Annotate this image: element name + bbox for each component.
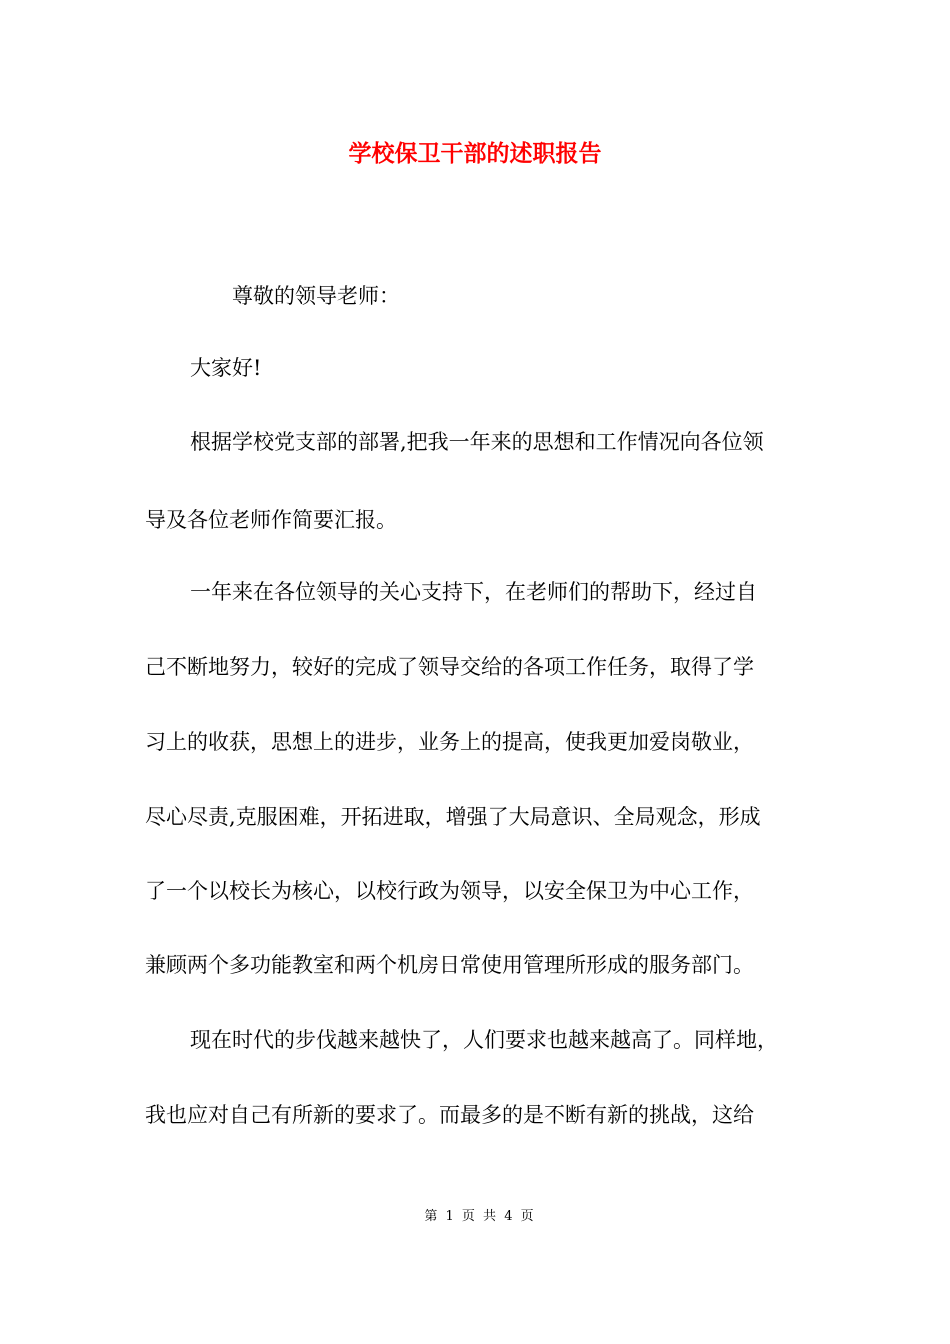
paragraph-line: 己不断地努力，较好的完成了领导交给的各项工作任务，取得了学 (145, 655, 754, 679)
paragraph-line: 我也应对自己有所新的要求了。而最多的是不断有新的挑战，这给 (145, 1103, 754, 1127)
paragraph-line: 尽心尽责,克服困难，开拓进取，增强了大局意识、全局观念，形成 (145, 805, 761, 829)
paragraph-line: 现在时代的步伐越来越快了，人们要求也越来越高了。同样地， (190, 1028, 778, 1052)
page-number-footer: 第 1 页 共 4 页 (424, 1209, 536, 1224)
paragraph-line: 根据学校党支部的部署,把我一年来的思想和工作情况向各位领 (190, 430, 764, 454)
paragraph-line: 一年来在各位领导的关心支持下，在老师们的帮助下，经过自 (190, 580, 757, 604)
paragraph-line: 兼顾两个多功能教室和两个机房日常使用管理所形成的服务部门。 (145, 953, 754, 977)
salutation-line: 尊敬的领导老师： (232, 284, 400, 308)
paragraph-line: 了一个以校长为核心，以校行政为领导，以安全保卫为中心工作， (145, 879, 754, 903)
greeting-line: 大家好! (190, 356, 262, 380)
document-title: 学校保卫干部的述职报告 (348, 140, 602, 167)
paragraph-line: 导及各位老师作简要汇报。 (145, 508, 397, 532)
paragraph-line: 习上的收获，思想上的进步，业务上的提高，使我更加爱岗敬业， (145, 730, 754, 754)
